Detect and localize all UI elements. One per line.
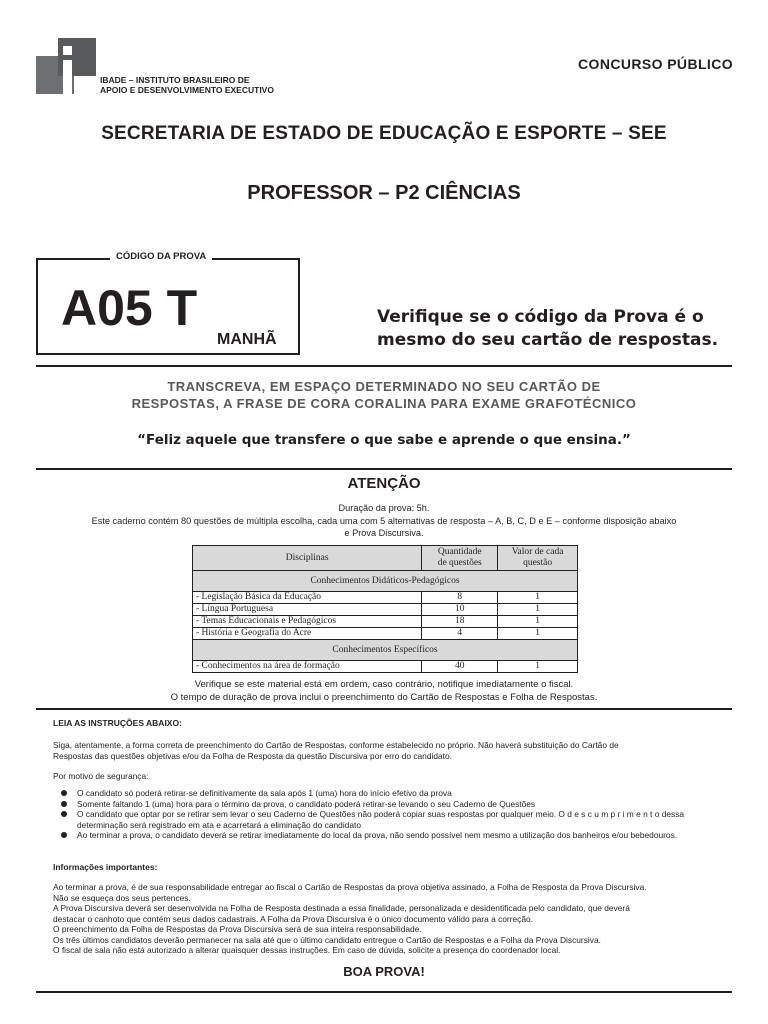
bullet-icon — [61, 832, 67, 838]
info-line: O fiscal de sala não está autorizado a alterar quaisquer dessas instruções. Em caso de dúvida, solicite a presença do coordenador local. — [53, 945, 561, 955]
row-name: - Legislação Básica da Educação — [193, 592, 422, 604]
list-item — [53, 830, 725, 841]
info-line: A Prova Discursiva deverá ser desenvolvida na Folha de Resposta destinada a essa finalidade, personalizada e desidentificada pelo candidato, que deverá — [53, 903, 630, 913]
transcreva-line-1: TRANSCREVA, EM ESPAÇO DETERMINADO NO SEU CARTÃO DE — [167, 379, 601, 394]
header-quantidade-l1: Quantidade — [437, 547, 482, 557]
divider — [36, 365, 732, 367]
siga-paragraph — [53, 740, 725, 761]
informacoes-paragraph — [53, 882, 725, 956]
header-quantidade-l2: de questões — [437, 558, 482, 568]
verify-line-2: mesmo do seu cartão de respostas. — [377, 330, 719, 350]
cora-coralina-quote: “Feliz aquele que transfere o que sabe e aprende o que ensina.” — [137, 432, 631, 448]
info-line: Não se esqueça dos seus pertences. — [53, 892, 191, 903]
list-item — [53, 788, 725, 799]
divider — [36, 708, 732, 710]
bullet-icon — [61, 790, 67, 796]
table-group-row — [193, 640, 578, 661]
code-label: CÓDIGO DA PROVA — [110, 251, 212, 262]
material-line-2: O tempo de duração de prova inclui o preenchimento do Cartão de Respostas e Folha de Respostas. — [170, 692, 598, 703]
row-name: - Língua Portuguesa — [193, 604, 422, 616]
table-row — [193, 592, 578, 604]
header-valor-l1: Valor de cada — [511, 547, 564, 557]
secretaria-title: SECRETARIA DE ESTADO DE EDUCAÇÃO E ESPORTE – SEE — [101, 123, 667, 144]
header-quantidade — [422, 546, 498, 571]
divider — [36, 468, 732, 470]
table-row — [193, 616, 578, 628]
duracao-text: Duração da prova: 5h. — [338, 503, 430, 513]
atencao-title: ATENÇÃO — [347, 475, 421, 492]
exam-info — [36, 502, 732, 540]
siga-line-1: Siga, atentamente, a forma correta de preenchimento do Cartão de Respostas, conforme estabelecido no próprio. Não haverá substituição do Cartão de — [53, 740, 619, 750]
exam-code: A05 T — [61, 280, 198, 336]
disciplinas-table — [192, 545, 578, 673]
table-row — [193, 604, 578, 616]
info-line: O preenchimento da Folha de Respostas da Prova Discursiva será de sua inteira responsabilidade. — [53, 924, 422, 934]
bullet-icon — [61, 811, 67, 817]
header-disciplinas: Disciplinas — [193, 546, 422, 571]
header-valor — [498, 546, 578, 571]
seguranca-label: Por motivo de segurança: — [53, 771, 149, 781]
verify-notice — [377, 306, 718, 352]
transcreva-instruction — [0, 378, 768, 412]
verify-line-1: Verifique se o código da Prova é o — [377, 307, 704, 327]
bullet-icon — [61, 801, 67, 807]
row-val: 1 — [498, 604, 578, 616]
caderno-text-1: Este caderno contém 80 questões de múltipla escolha, cada uma com 5 alternativas de resposta – A, B, C, D e E – conforme disposição abaixo — [91, 515, 677, 526]
divider — [36, 991, 732, 993]
table-group-row — [193, 571, 578, 592]
transcreva-line-2: RESPOSTAS, A FRASE DE CORA CORALINA PARA EXAME GRAFOTÉCNICO — [131, 396, 637, 411]
header-valor-l2: questão — [523, 558, 553, 568]
row-qty: 10 — [422, 604, 498, 616]
table-row — [193, 628, 578, 640]
ibade-logo — [36, 38, 96, 94]
row-qty: 18 — [422, 616, 498, 628]
org-line-1: IBADE – INSTITUTO BRASILEIRO DE — [100, 75, 250, 85]
table-header-row — [193, 546, 578, 571]
material-notice — [36, 678, 732, 704]
security-bullets — [53, 788, 725, 841]
row-qty: 4 — [422, 628, 498, 640]
bullet-text: Somente faltando 1 (uma) hora para o término da prova, o candidato poderá retirar-se levando o seu Caderno de Questões — [77, 798, 536, 809]
group-didaticos: Conhecimentos Didáticos-Pedagógicos — [193, 571, 578, 592]
row-val: 1 — [498, 616, 578, 628]
siga-line-2: Respostas das questões objetivas e/ou da Folha de Resposta da questão Discursiva por erro do candidato. — [53, 750, 452, 761]
bullet-text: O candidato só poderá retirar-se definitivamente da sala após 1 (uma) hora do início efetivo da prova — [77, 788, 452, 798]
list-item — [53, 799, 725, 810]
row-name: - Temas Educacionais e Pedagógicos — [193, 616, 422, 628]
row-val: 1 — [498, 661, 578, 673]
row-qty: 8 — [422, 592, 498, 604]
row-val: 1 — [498, 628, 578, 640]
bullet-text: Ao terminar a prova, o candidato deverá se retirar imediatamente do local da prova, não sendo possível nem mesmo a utilização dos banheiros e/ou bebedouros. — [77, 830, 678, 840]
instrucoes-title: LEIA AS INSTRUÇÕES ABAIXO: — [53, 718, 182, 728]
info-line: Ao terminar a prova, é de sua responsabilidade entregar ao fiscal o Cartão de Respostas da prova objetiva assinado, a Folha de Resposta da Prova Discursiva. — [53, 882, 647, 892]
material-line-1: Verifique se este material está em ordem, caso contrário, notifique imediatamente o fiscal. — [194, 679, 574, 690]
info-line: Os três últimos candidatos deverão permanecer na sala até que o último candidato entregue o Cartão de Respostas e a Folha da Prova Discursiva. — [53, 934, 601, 945]
table-row — [193, 661, 578, 673]
row-qty: 40 — [422, 661, 498, 673]
cargo-title: PROFESSOR – P2 CIÊNCIAS — [247, 182, 521, 204]
boa-prova: BOA PROVA! — [343, 964, 425, 979]
row-name: - Conhecimentos na área de formação — [193, 661, 422, 673]
info-line: destacar o canhoto que contém seus dados cadastrais. A Folha da Prova Discursiva é o único documento válido para a correção. — [53, 913, 533, 924]
row-val: 1 — [498, 592, 578, 604]
concurso-label: CONCURSO PÚBLICO — [578, 56, 733, 72]
exam-turno: MANHÃ — [217, 331, 277, 348]
caderno-text-2: e Prova Discursiva. — [344, 528, 424, 538]
informacoes-title: Informações importantes: — [53, 862, 158, 872]
row-name: - História e Geografia do Acre — [193, 628, 422, 640]
group-especificos: Conhecimentos Específicos — [193, 640, 578, 661]
list-item — [53, 809, 725, 830]
org-line-2: APOIO E DESENVOLVIMENTO EXECUTIVO — [100, 85, 274, 95]
bullet-text: O candidato que optar por se retirar sem levar o seu Caderno de Questões não poderá copiar suas respostas por qualquer meio. O d e s c u m p r i m e n t o dessa determinação será registrado em ata e acarretará a eliminação do candidato — [77, 809, 685, 830]
org-name — [100, 75, 320, 95]
